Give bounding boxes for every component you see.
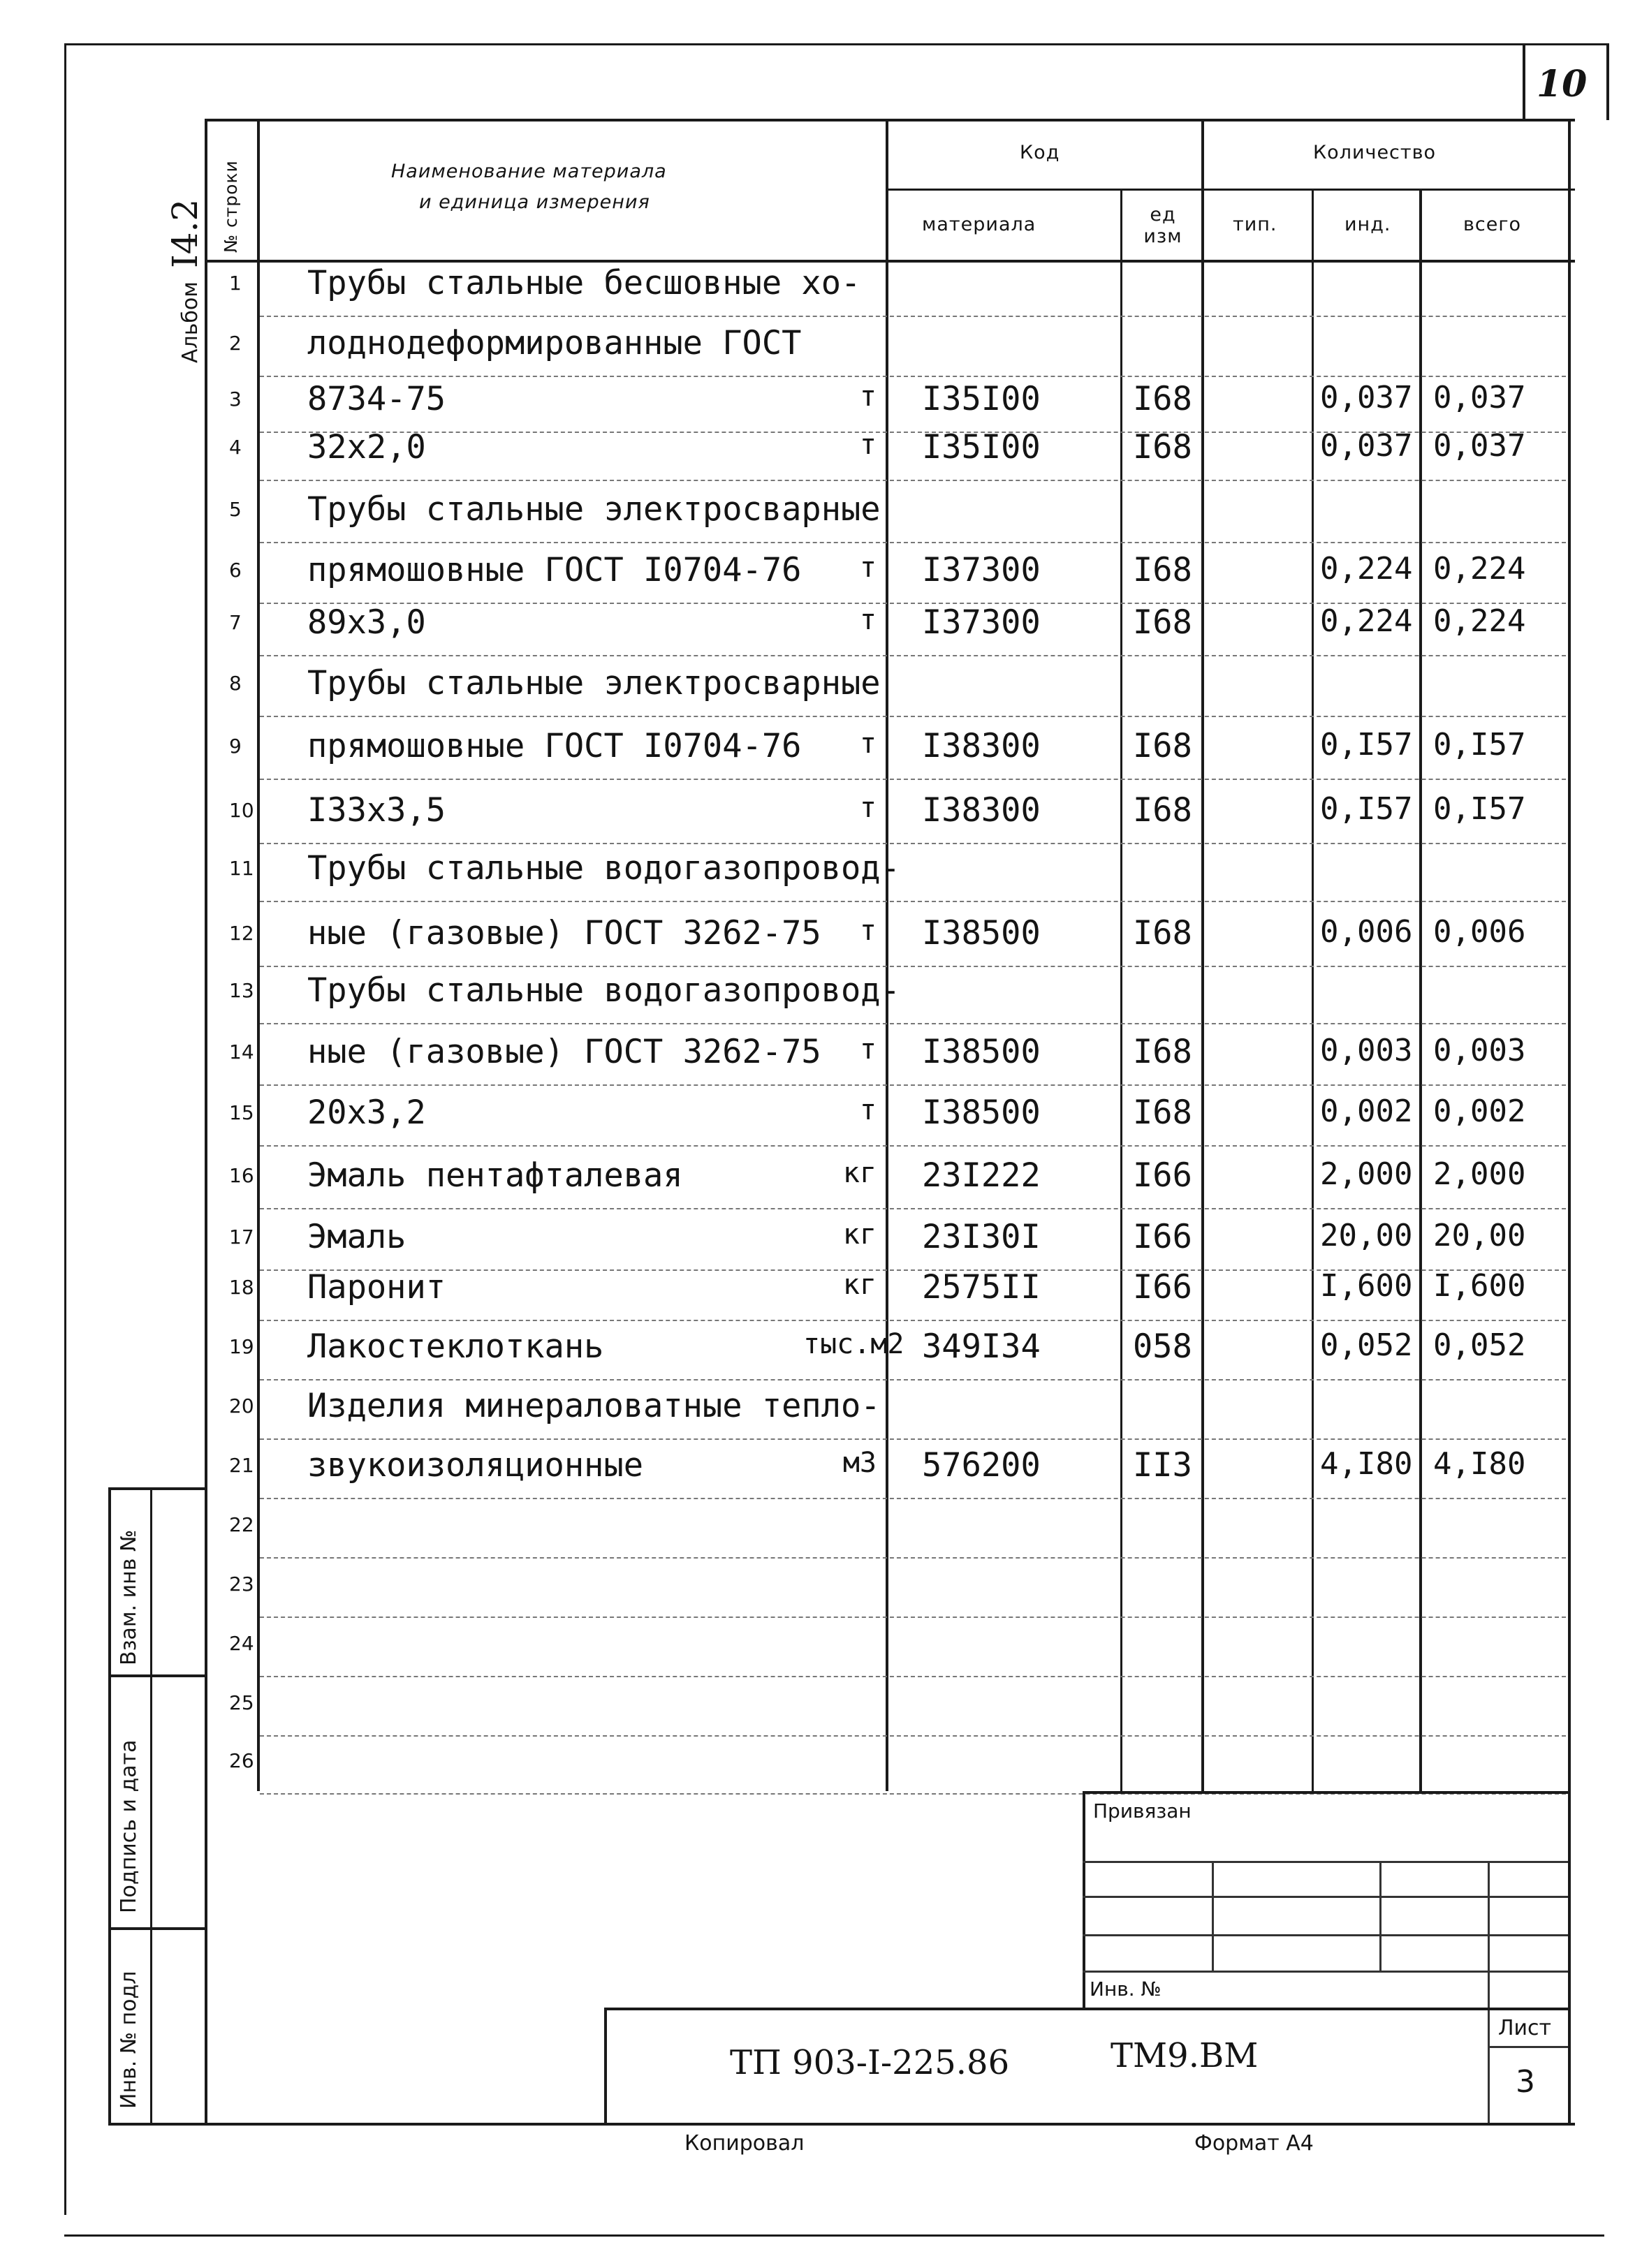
cell-unit-code: I68 [1133,603,1192,642]
cell-no: 19 [229,1335,254,1358]
cell-no: 20 [229,1394,254,1418]
cell-no: 6 [229,559,242,582]
cell-ind: 0,224 [1320,551,1413,587]
side-stamp-left [108,1487,111,2123]
header-sub-line [887,189,1575,191]
cell-no: 5 [229,498,242,521]
cell-name: ные (газовые) ГОСТ 3262-75 [307,914,821,952]
title-grid-line3 [1083,1934,1568,1936]
section-code: ТМ9.ВМ [1111,2036,1259,2075]
cell-unit-code: 058 [1133,1327,1192,1366]
cell-no: 1 [229,272,242,295]
cell-name: Паронит [307,1268,446,1306]
cell-total: 0,037 [1433,380,1526,415]
cell-no: 8 [229,672,242,695]
cell-unit-code: I68 [1133,428,1192,466]
cell-total: 0,037 [1433,428,1526,464]
doc-box-left [604,2008,607,2123]
row-separator [260,1145,1566,1147]
sheet-label: Лист [1498,2016,1552,2040]
album-label: Альбом [178,281,203,363]
side-stamp-mid [150,1487,152,2123]
side-stamp-div2 [108,1927,205,1930]
cell-total: I,600 [1433,1268,1526,1304]
row-separator [260,1023,1566,1024]
cell-name: Трубы стальные электросварные [307,664,881,702]
cell-ind: 0,037 [1320,380,1413,415]
cell-unit-code: I68 [1133,551,1192,589]
cell-material: I38500 [922,914,1041,952]
cell-material: I35I00 [922,428,1041,466]
cell-name: 89х3,0 [307,603,426,642]
cell-total: 0,224 [1433,551,1526,587]
quantity-header: Количество [1313,142,1437,163]
cell-unit-code: I68 [1133,727,1192,765]
title-grid-line4 [1083,1971,1568,1973]
side-stamp-div1 [108,1674,205,1677]
cell-ind: 0,003 [1320,1033,1413,1068]
sheet-value: 3 [1516,2064,1535,2100]
top-border-line [66,43,1608,45]
privyazan-label: Привязан [1093,1799,1192,1822]
cell-unit-code: I68 [1133,791,1192,830]
cell-no: 3 [229,388,242,411]
cell-no: 18 [229,1276,254,1299]
cell-total: 0,I57 [1433,791,1526,827]
cell-name: 32х2,0 [307,428,426,466]
cell-unit-code: I66 [1133,1156,1192,1195]
name-header-line1: Наименование материала [391,161,667,182]
row-separator [260,655,1566,656]
cell-ind: 0,224 [1320,603,1413,639]
cell-total: 20,00 [1433,1218,1526,1253]
cell-total: 0,224 [1433,603,1526,639]
cell-ind: 0,037 [1320,428,1413,464]
cell-material: 2575II [922,1268,1041,1306]
document-code: ТП 903-I-225.86 [730,2043,1010,2082]
cell-ind: 4,I80 [1320,1446,1413,1482]
cell-name: прямошовные ГОСТ I0704-76 [307,727,802,765]
table-left-line [205,119,207,2123]
sheet-number: 10 [1537,63,1588,105]
podpis-data-label: Подпись и дата [117,1739,141,1913]
row-separator [260,1617,1566,1618]
ind-header: инд. [1344,214,1391,235]
row-separator [260,843,1566,844]
cell-material: I38500 [922,1033,1041,1071]
cell-unit-label: т [859,429,877,461]
cell-material: I38500 [922,1094,1041,1132]
cell-material: I37300 [922,551,1041,589]
row-separator [260,1320,1566,1321]
cell-unit-label: т [859,552,877,584]
cell-no: 25 [229,1691,254,1714]
cell-name: Эмаль [307,1218,406,1256]
cell-material: I35I00 [922,380,1041,418]
doc-box-top [604,2008,1568,2010]
name-header-line2: и единица измерения [419,191,650,213]
cell-no: 11 [229,857,254,880]
cell-unit-label: т [859,728,877,760]
row-separator [260,316,1566,317]
cell-unit-label: кг [842,1218,877,1251]
cell-unit-label: т [859,915,877,947]
cell-total: 0,006 [1433,914,1526,950]
typ-col-line [1312,189,1314,1791]
cell-ind: 0,I57 [1320,727,1413,763]
cell-no: 14 [229,1040,254,1063]
cell-ind: 0,002 [1320,1094,1413,1129]
unit-header: ед изм [1143,204,1182,248]
row-separator [260,966,1566,967]
table-right-line [1568,119,1571,2123]
cell-name: ные (газовые) ГОСТ 3262-75 [307,1033,821,1071]
row-separator [260,480,1566,481]
sheet-number-box-left [1523,43,1525,120]
cell-material: 349I34 [922,1327,1041,1366]
cell-unit-code: I68 [1133,1094,1192,1132]
cell-ind: 0,052 [1320,1327,1413,1363]
cell-name: прямошовные ГОСТ I0704-76 [307,551,802,589]
title-grid-vline3 [1488,1861,1490,2123]
cell-no: 22 [229,1513,254,1536]
name-col-line [886,119,888,1791]
cell-no: 26 [229,1749,254,1772]
cell-no: 4 [229,436,242,459]
cell-material: 576200 [922,1446,1041,1485]
cell-total: 0,003 [1433,1033,1526,1068]
title-grid-vline1 [1212,1861,1214,1971]
cell-ind: 0,006 [1320,914,1413,950]
left-border-line [64,43,66,2215]
cell-name: 8734-75 [307,380,446,418]
total-header: всего [1463,214,1522,235]
album-number: I4.2 [165,198,205,269]
inv-no-label: Инв. № [1090,1978,1161,2001]
title-grid-vline2 [1379,1861,1382,1971]
table-top-line [205,119,1575,122]
cell-material: I38300 [922,727,1041,765]
format-label: Формат А4 [1194,2131,1314,2156]
material-header: материала [922,214,1036,235]
cell-no: 23 [229,1573,254,1596]
cell-ind: 20,00 [1320,1218,1413,1253]
cell-ind: I,600 [1320,1268,1413,1304]
cell-unit-label: кг [842,1157,877,1189]
cell-no: 10 [229,799,254,822]
typ-header: тип. [1233,214,1277,235]
title-grid-line2 [1083,1896,1568,1898]
copied-label: Копировал [684,2131,805,2156]
code-header: Код [1020,142,1060,163]
header-bottom-line [205,260,1575,263]
cell-unit-label: т [859,381,877,413]
row-separator [260,901,1566,902]
ind-col-line [1419,189,1422,1791]
row-separator [260,542,1566,543]
cell-name: звукоизоляционные [307,1446,644,1485]
table-bottom-line [196,2123,1575,2126]
cell-name: Эмаль пентафталевая [307,1156,683,1195]
cell-unit-label: т [859,1094,877,1126]
vzam-inv-label: Взам. инв № [117,1529,141,1665]
row-separator [260,1208,1566,1209]
cell-no: 12 [229,922,254,945]
side-stamp-top [108,1487,205,1490]
cell-no: 9 [229,735,242,758]
cell-ind: 2,000 [1320,1156,1413,1192]
cell-total: 0,052 [1433,1327,1526,1363]
cell-material: I38300 [922,791,1041,830]
row-separator [260,1438,1566,1440]
cell-material: 23I222 [922,1156,1041,1195]
cell-material: I37300 [922,603,1041,642]
cell-no: 2 [229,332,242,355]
cell-name: I33х3,5 [307,791,446,830]
cell-unit-code: I68 [1133,914,1192,952]
cell-name: Трубы стальные водогазопровод- [307,849,900,888]
row-number-header: № строки [221,160,241,253]
cell-name: Изделия минераловатные тепло- [307,1387,881,1425]
cell-name: Трубы стальные электросварные [307,490,881,529]
row-separator [260,1084,1566,1086]
cell-no: 13 [229,979,254,1002]
cell-no: 17 [229,1225,254,1249]
cell-total: 2,000 [1433,1156,1526,1192]
cell-no: 24 [229,1632,254,1655]
cell-name: Трубы стальные бесшовные хо- [307,264,861,302]
cell-unit-label: т [859,1033,877,1066]
cell-no: 15 [229,1101,254,1124]
cell-name: Трубы стальные водогазопровод- [307,971,900,1010]
material-col-line [1120,189,1122,1791]
cell-unit-code: I68 [1133,380,1192,418]
row-separator [260,716,1566,717]
cell-name: 20х3,2 [307,1094,426,1132]
row-separator [260,1498,1566,1499]
row-separator [260,779,1566,780]
cell-total: 0,002 [1433,1094,1526,1129]
cell-total: 4,I80 [1433,1446,1526,1482]
cell-unit-label: кг [842,1269,877,1301]
cell-unit-code: I66 [1133,1268,1192,1306]
row-separator [260,1735,1566,1737]
title-grid-line1 [1083,1861,1568,1863]
cell-no: 21 [229,1454,254,1477]
cell-name: Лакостеклоткань [307,1327,604,1366]
unit-col-line [1201,119,1204,1791]
row-separator [260,1557,1566,1559]
sheet-number-box-right [1606,43,1609,120]
cell-unit-label: м3 [842,1447,877,1479]
album-stamp [165,198,205,363]
row-separator [260,1676,1566,1677]
cell-unit-code: II3 [1133,1446,1192,1485]
bottom-page-line [64,2234,1604,2237]
cell-no: 7 [229,611,242,634]
cell-material: 23I30I [922,1218,1041,1256]
cell-unit-label: т [859,604,877,636]
cell-name: лоднодеформированные ГОСТ [307,324,802,362]
cell-unit-label: т [859,792,877,824]
side-stamp-bottom [108,2123,205,2126]
title-top-line [1083,1791,1568,1794]
cell-unit-code: I66 [1133,1218,1192,1256]
cell-no: 16 [229,1164,254,1187]
sheet-label-line [1488,2046,1568,2048]
cell-unit-code: I68 [1133,1033,1192,1071]
row-number-col-line [257,119,260,1791]
cell-total: 0,I57 [1433,727,1526,763]
inv-podl-label: Инв. № подл [117,1971,141,2109]
cell-unit-label: тыс.м2 [803,1328,904,1360]
title-left-line [1083,1791,1085,2008]
cell-ind: 0,I57 [1320,791,1413,827]
row-separator [260,376,1566,377]
row-separator [260,1379,1566,1380]
